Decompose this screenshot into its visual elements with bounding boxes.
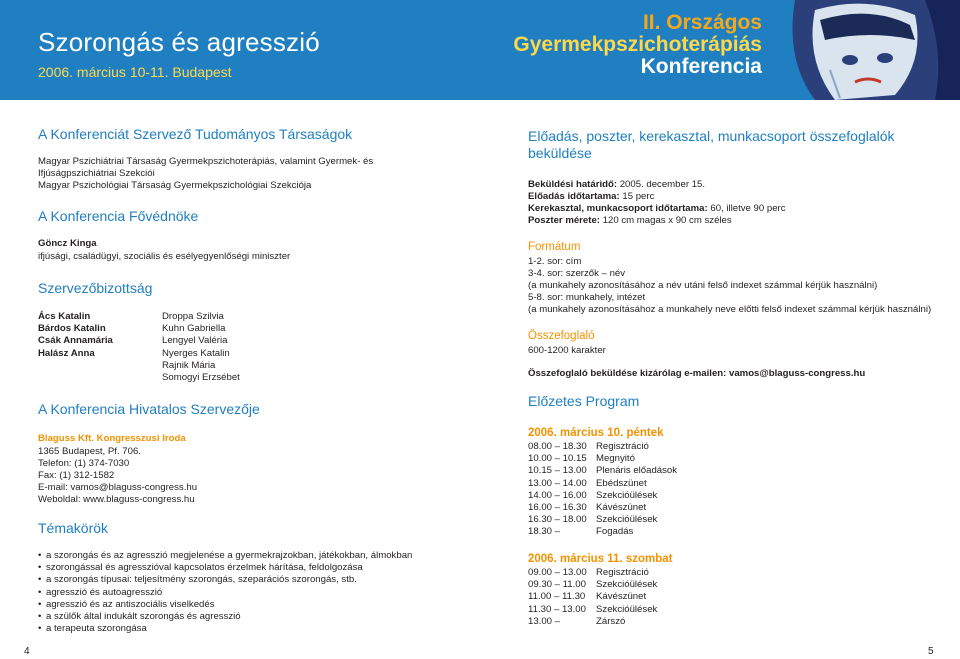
organizer-fax: Fax: (1) 312-1582: [38, 470, 115, 481]
schedule-time: 14.00 – 16.00: [528, 489, 587, 501]
header-banner: [0, 0, 960, 100]
committee-member: Csák Annamária: [38, 335, 113, 347]
list-item: • a szorongás és az agresszió megjelenése a gyermekrajzokban, játékokban, álmokban: [38, 550, 412, 562]
conference-date: 2006. március 10-11. Budapest: [38, 64, 232, 80]
schedule-row: [528, 502, 677, 514]
schedule-event: Regisztráció: [596, 441, 649, 452]
program-heading: Előzetes Program: [528, 393, 640, 409]
committee-member: Droppa Szilvia: [162, 311, 224, 322]
schedule-row: [528, 514, 677, 526]
day2-schedule: [528, 567, 657, 628]
schedule-time: 16.00 – 16.30: [528, 502, 587, 514]
schedule-time: 10.00 – 10.15: [528, 453, 587, 465]
conference-name-line3: Konferencia: [640, 55, 762, 78]
child-drawing-illustration: [775, 0, 960, 100]
schedule-event: Szekcióülések: [596, 579, 658, 591]
day1-schedule: [528, 441, 677, 539]
format-line: (a munkahely azonosításához a munkahely neve előtti felső indexet számmal kérjük használni): [528, 304, 932, 315]
schedule-time: 16.30 – 18.00: [528, 514, 587, 526]
list-item: • a szülők által indukált szorongás és agresszió: [38, 611, 412, 623]
schedule-event: Zárszó: [596, 615, 626, 627]
societies-line-1: Magyar Pszichiátriai Társaság Gyermekpszichoterápiás, valamint Gyermek- és: [38, 156, 374, 167]
schedule-event: Ebédszünet: [596, 477, 647, 489]
committee-list-1: [38, 311, 113, 360]
list-item: • szorongással és agresszióval kapcsolatos érzelmek hárítása, feldolgozása: [38, 562, 412, 574]
organizer-name: Blaguss Kft. Kongresszusi Iroda: [38, 433, 186, 444]
committee-member: Ács Katalin: [38, 311, 91, 322]
talk-duration-label: Előadás időtartama:: [528, 191, 620, 202]
roundtable-duration-label: Kerekasztal, munkacsoport időtartama:: [528, 203, 708, 214]
poster-size-value: 120 cm magas x 90 cm széles: [599, 215, 732, 226]
committee-member: Rajnik Mária: [162, 359, 216, 371]
schedule-time: 11.00 – 11.30: [528, 591, 586, 603]
topics-list: [38, 550, 412, 635]
organizer-heading: A Konferencia Hivatalos Szervezője: [38, 401, 260, 417]
list-item: • a szorongás típusai: teljesítmény szorongás, szeparációs szorongás, stb.: [38, 574, 412, 586]
deadline-line: [528, 179, 705, 191]
schedule-row: [528, 441, 677, 453]
format-heading: Formátum: [528, 241, 581, 253]
deadline-value: 2005. december 15.: [617, 179, 706, 190]
societies-heading: A Konferenciát Szervező Tudományos Társaságok: [38, 126, 353, 142]
summary-email-note: Összefoglaló beküldése kizárólag e-mailen: vamos@blaguss-congress.hu: [528, 368, 866, 379]
schedule-time: 09.30 – 11.00: [528, 579, 586, 591]
schedule-row: [528, 478, 677, 490]
day1-heading: 2006. március 10. péntek: [528, 427, 664, 439]
schedule-time: 10.15 – 13.00: [528, 465, 587, 477]
organizer-email: E-mail: vamos@blaguss-congress.hu: [38, 482, 198, 493]
schedule-event: Plenáris előadások: [596, 465, 678, 477]
schedule-time: 13.00 – 14.00: [528, 477, 587, 489]
schedule-event: Megnyitó: [596, 453, 635, 465]
schedule-event: Kávészünet: [596, 502, 647, 514]
societies-line-3: Magyar Pszichológiai Társaság Gyermekpszichológiai Szekciója: [38, 180, 312, 191]
roundtable-duration-line: [528, 203, 786, 215]
topics-heading: Témakörök: [38, 520, 109, 536]
day2-heading: 2006. március 11. szombat: [528, 553, 673, 565]
societies-line-2: Ifjúságpszichiátriai Szekciói: [38, 168, 155, 179]
schedule-event: Kávészünet: [596, 591, 647, 603]
committee-member: Nyerges Katalin: [162, 347, 230, 359]
committee-list-2: [162, 311, 240, 384]
schedule-time: 08.00 – 18.30: [528, 441, 587, 452]
schedule-event: Fogadás: [596, 526, 634, 538]
schedule-row: [528, 616, 657, 628]
schedule-time: 18.30 –: [528, 526, 561, 538]
page-number-right: 5: [928, 646, 934, 657]
conference-name-line1: II. Országos: [642, 11, 762, 34]
format-line: 1-2. sor: cím: [528, 256, 582, 267]
committee-heading: Szervezőbizottság: [38, 280, 153, 296]
poster-size-line: [528, 215, 732, 227]
conference-name-line2: Gyermekpszichoterápiás: [513, 33, 762, 56]
organizer-website: Weboldal: www.blaguss-congress.hu: [38, 494, 195, 505]
schedule-event: Regisztráció: [596, 567, 649, 578]
submission-heading-line2: beküldése: [528, 145, 592, 161]
patron-role: ifjúsági, családügyi, szociális és esélyegyenlőségi miniszter: [38, 251, 291, 262]
poster-size-label: Poszter mérete:: [528, 215, 600, 226]
list-item: • agresszió és az antiszociális viselkedés: [38, 599, 412, 611]
submission-heading-line1: Előadás, poszter, kerekasztal, munkacsoport összefoglalók: [528, 128, 895, 144]
format-line: (a munkahely azonosításához a név utáni felső indexet számmal kérjük használni): [528, 280, 878, 291]
schedule-time: 13.00 –: [528, 615, 561, 627]
schedule-event: Szekcióülések: [596, 514, 658, 526]
schedule-row: [528, 579, 657, 591]
committee-member: Somogyi Erzsébet: [162, 372, 240, 384]
summary-heading: Összefoglaló: [528, 330, 595, 342]
schedule-time: 09.00 – 13.00: [528, 567, 587, 578]
schedule-row: [528, 490, 677, 502]
schedule-row: [528, 567, 657, 579]
page-number-left: 4: [24, 646, 30, 657]
page-title: Szorongás és agresszió: [38, 27, 320, 57]
talk-duration-value: 15 perc: [619, 191, 655, 202]
organizer-address: 1365 Budapest, Pf. 706.: [38, 446, 141, 457]
talk-duration-line: [528, 191, 654, 203]
schedule-row: [528, 526, 677, 538]
deadline-label: Beküldési határidő:: [528, 179, 618, 190]
committee-member: Halász Anna: [38, 347, 95, 359]
list-item: • agresszió és autoagresszió: [38, 587, 412, 599]
schedule-row: [528, 604, 657, 616]
summary-length: 600-1200 karakter: [528, 345, 606, 356]
format-line: 5-8. sor: munkahely, intézet: [528, 292, 646, 303]
committee-member: Lengyel Valéria: [162, 335, 228, 347]
format-line: 3-4. sor: szerzők – név: [528, 268, 626, 279]
schedule-row: [528, 465, 677, 477]
committee-member: Bárdos Katalin: [38, 323, 106, 335]
roundtable-duration-value: 60, illetve 90 perc: [707, 203, 786, 214]
organizer-phone: Telefon: (1) 374-7030: [38, 458, 130, 469]
schedule-row: [528, 453, 677, 465]
schedule-time: 11.30 – 13.00: [528, 603, 586, 615]
schedule-event: Szekcióülések: [596, 603, 658, 615]
patron-heading: A Konferencia Fővédnöke: [38, 208, 199, 224]
schedule-row: [528, 591, 657, 603]
patron-name: Göncz Kinga: [38, 238, 97, 249]
list-item: • a terapeuta szorongása: [38, 623, 412, 635]
conference-name: [513, 12, 762, 78]
schedule-event: Szekcióülések: [596, 489, 658, 501]
committee-member: Kuhn Gabriella: [162, 323, 226, 335]
